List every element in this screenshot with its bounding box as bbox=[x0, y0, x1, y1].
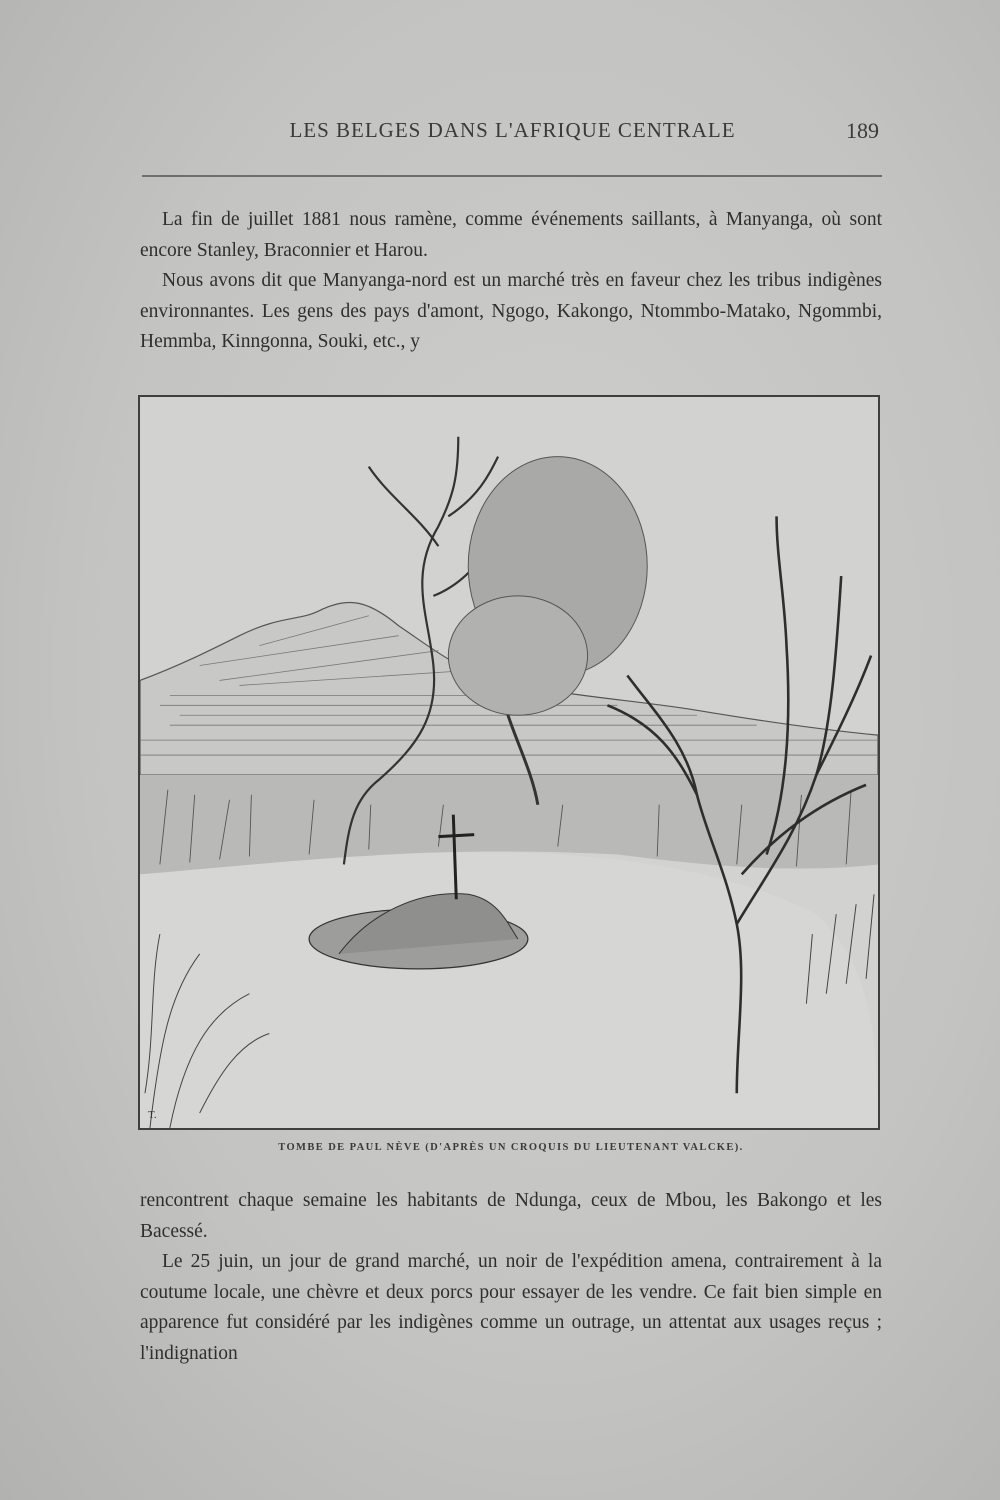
engraving-illustration bbox=[138, 395, 880, 1130]
paragraph-3-text: rencontrent chaque semaine les habitants de Ndunga, ceux de Mbou, les Bakongo et les Bacessé. bbox=[140, 1190, 882, 1242]
paragraph-2 bbox=[140, 266, 882, 358]
artist-mark: T. bbox=[147, 1109, 157, 1122]
paragraph-4 bbox=[140, 1247, 882, 1369]
header-rule bbox=[142, 175, 882, 177]
paragraph-1-text: La fin de juillet 1881 nous ramène, comme événements saillants, à Manyanga, où sont encore Stanley, Braconnier et Harou. bbox=[140, 209, 882, 261]
running-title: LES BELGES DANS L'AFRIQUE CENTRALE bbox=[289, 118, 736, 142]
figure-caption: TOMBE DE PAUL NÈVE (D'APRÈS UN CROQUIS DU LIEUTENANT VALCKE). bbox=[278, 1142, 744, 1153]
page-number: 189 bbox=[846, 118, 879, 143]
running-head bbox=[140, 118, 885, 148]
paragraph-4-text: Le 25 juin, un jour de grand marché, un noir de l'expédition amena, contrairement à la coutume locale, une chèvre et deux porcs pour essayer de les vendre. Ce fait bien simple en apparence fut considéré par les indigènes comme un outrage, un attentat aux usages reçus ; l'indignation bbox=[140, 1251, 882, 1364]
grave-landscape-engraving bbox=[140, 397, 878, 1128]
paragraph-1 bbox=[140, 205, 882, 266]
paragraph-3 bbox=[140, 1186, 882, 1247]
paragraph-2-text: Nous avons dit que Manyanga-nord est un marché très en faveur chez les tribus indigènes environnantes. Les gens des pays d'amont, Ngogo, Kakongo, Ntommbo-Matako, Ngommbi, Hemmba, Kinngonna, Souki, etc., y bbox=[140, 270, 882, 352]
clearing bbox=[140, 852, 878, 1128]
